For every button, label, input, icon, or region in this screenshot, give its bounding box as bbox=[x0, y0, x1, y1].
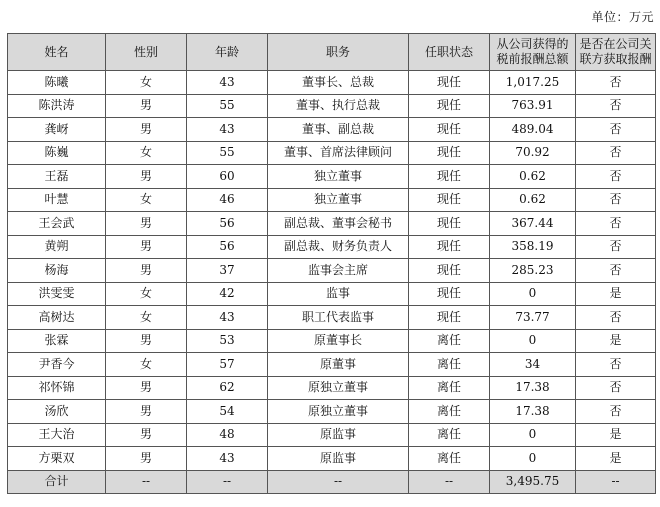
cell-gender: 男 bbox=[106, 118, 187, 142]
total-cell-status: -- bbox=[409, 470, 490, 494]
table-row bbox=[8, 282, 656, 306]
header-row bbox=[8, 34, 656, 71]
cell-gender: 男 bbox=[106, 259, 187, 283]
cell-status: 现任 bbox=[409, 212, 490, 236]
cell-status: 离任 bbox=[409, 376, 490, 400]
cell-pretax-pay: 367.44 bbox=[490, 212, 576, 236]
table-row bbox=[8, 329, 656, 353]
total-cell-gender: -- bbox=[106, 470, 187, 494]
cell-name: 龚岈 bbox=[8, 118, 106, 142]
cell-position: 董事、首席法律顾问 bbox=[268, 141, 409, 165]
total-cell-related-party-pay: -- bbox=[576, 470, 656, 494]
compensation-table bbox=[7, 33, 656, 494]
cell-pretax-pay: 0 bbox=[490, 282, 576, 306]
cell-age: 43 bbox=[187, 71, 268, 95]
header-status: 任职状态 bbox=[409, 34, 490, 71]
cell-position: 原董事 bbox=[268, 353, 409, 377]
cell-name: 黄朔 bbox=[8, 235, 106, 259]
cell-position: 独立董事 bbox=[268, 188, 409, 212]
header-name: 姓名 bbox=[8, 34, 106, 71]
cell-age: 56 bbox=[187, 235, 268, 259]
cell-gender: 女 bbox=[106, 282, 187, 306]
cell-gender: 女 bbox=[106, 71, 187, 95]
cell-pretax-pay: 0 bbox=[490, 447, 576, 471]
cell-name: 洪雯雯 bbox=[8, 282, 106, 306]
cell-position: 副总裁、财务负责人 bbox=[268, 235, 409, 259]
cell-related-party-pay: 否 bbox=[576, 353, 656, 377]
cell-name: 王大治 bbox=[8, 423, 106, 447]
cell-pretax-pay: 17.38 bbox=[490, 400, 576, 424]
cell-status: 离任 bbox=[409, 447, 490, 471]
cell-pretax-pay: 73.77 bbox=[490, 306, 576, 330]
cell-related-party-pay: 否 bbox=[576, 235, 656, 259]
cell-name: 陈曦 bbox=[8, 71, 106, 95]
cell-gender: 男 bbox=[106, 329, 187, 353]
cell-related-party-pay: 否 bbox=[576, 165, 656, 189]
cell-status: 现任 bbox=[409, 118, 490, 142]
header-gender: 性别 bbox=[106, 34, 187, 71]
cell-related-party-pay: 否 bbox=[576, 118, 656, 142]
cell-position: 副总裁、董事会秘书 bbox=[268, 212, 409, 236]
cell-position: 董事长、总裁 bbox=[268, 71, 409, 95]
cell-age: 46 bbox=[187, 188, 268, 212]
cell-age: 55 bbox=[187, 94, 268, 118]
cell-position: 独立董事 bbox=[268, 165, 409, 189]
cell-age: 60 bbox=[187, 165, 268, 189]
cell-name: 汤欣 bbox=[8, 400, 106, 424]
table-row bbox=[8, 165, 656, 189]
cell-related-party-pay: 否 bbox=[576, 141, 656, 165]
cell-position: 董事、执行总裁 bbox=[268, 94, 409, 118]
cell-gender: 女 bbox=[106, 141, 187, 165]
header-position: 职务 bbox=[268, 34, 409, 71]
cell-age: 43 bbox=[187, 447, 268, 471]
cell-age: 54 bbox=[187, 400, 268, 424]
table-row bbox=[8, 353, 656, 377]
cell-related-party-pay: 是 bbox=[576, 447, 656, 471]
cell-status: 现任 bbox=[409, 306, 490, 330]
cell-status: 现任 bbox=[409, 282, 490, 306]
cell-gender: 女 bbox=[106, 188, 187, 212]
table-row bbox=[8, 259, 656, 283]
cell-position: 原独立董事 bbox=[268, 400, 409, 424]
cell-pretax-pay: 0.62 bbox=[490, 188, 576, 212]
cell-pretax-pay: 1,017.25 bbox=[490, 71, 576, 95]
total-cell-age: -- bbox=[187, 470, 268, 494]
cell-status: 离任 bbox=[409, 423, 490, 447]
header-age: 年龄 bbox=[187, 34, 268, 71]
cell-status: 离任 bbox=[409, 353, 490, 377]
table-row bbox=[8, 94, 656, 118]
cell-gender: 男 bbox=[106, 165, 187, 189]
table-row bbox=[8, 188, 656, 212]
cell-pretax-pay: 489.04 bbox=[490, 118, 576, 142]
cell-pretax-pay: 0 bbox=[490, 329, 576, 353]
table-row bbox=[8, 447, 656, 471]
cell-pretax-pay: 17.38 bbox=[490, 376, 576, 400]
table-row bbox=[8, 71, 656, 95]
cell-name: 杨海 bbox=[8, 259, 106, 283]
cell-position: 董事、副总裁 bbox=[268, 118, 409, 142]
cell-name: 祁怀锦 bbox=[8, 376, 106, 400]
cell-related-party-pay: 是 bbox=[576, 282, 656, 306]
cell-gender: 男 bbox=[106, 94, 187, 118]
header-related-party-pay: 是否在公司关联方获取报酬 bbox=[576, 34, 656, 71]
cell-position: 原监事 bbox=[268, 423, 409, 447]
cell-pretax-pay: 70.92 bbox=[490, 141, 576, 165]
cell-pretax-pay: 285.23 bbox=[490, 259, 576, 283]
cell-age: 62 bbox=[187, 376, 268, 400]
cell-name: 尹香今 bbox=[8, 353, 106, 377]
total-cell-position: -- bbox=[268, 470, 409, 494]
cell-name: 方栗双 bbox=[8, 447, 106, 471]
cell-gender: 男 bbox=[106, 376, 187, 400]
cell-status: 离任 bbox=[409, 329, 490, 353]
table-row bbox=[8, 376, 656, 400]
unit-label: 单位：万元 bbox=[591, 10, 654, 24]
cell-related-party-pay: 否 bbox=[576, 188, 656, 212]
cell-position: 原监事 bbox=[268, 447, 409, 471]
cell-related-party-pay: 是 bbox=[576, 423, 656, 447]
cell-position: 监事 bbox=[268, 282, 409, 306]
total-cell-pretax-pay: 3,495.75 bbox=[490, 470, 576, 494]
cell-position: 监事会主席 bbox=[268, 259, 409, 283]
table-row bbox=[8, 141, 656, 165]
cell-position: 职工代表监事 bbox=[268, 306, 409, 330]
cell-name: 王磊 bbox=[8, 165, 106, 189]
table-row bbox=[8, 423, 656, 447]
cell-gender: 男 bbox=[106, 212, 187, 236]
cell-position: 原董事长 bbox=[268, 329, 409, 353]
cell-gender: 男 bbox=[106, 447, 187, 471]
cell-name: 高树达 bbox=[8, 306, 106, 330]
cell-name: 陈巍 bbox=[8, 141, 106, 165]
cell-age: 42 bbox=[187, 282, 268, 306]
cell-gender: 女 bbox=[106, 306, 187, 330]
cell-pretax-pay: 763.91 bbox=[490, 94, 576, 118]
cell-status: 现任 bbox=[409, 259, 490, 283]
cell-pretax-pay: 358.19 bbox=[490, 235, 576, 259]
cell-gender: 女 bbox=[106, 353, 187, 377]
cell-name: 陈洪涛 bbox=[8, 94, 106, 118]
cell-name: 张霖 bbox=[8, 329, 106, 353]
cell-related-party-pay: 否 bbox=[576, 94, 656, 118]
cell-related-party-pay: 否 bbox=[576, 259, 656, 283]
cell-related-party-pay: 否 bbox=[576, 400, 656, 424]
cell-status: 现任 bbox=[409, 141, 490, 165]
cell-status: 离任 bbox=[409, 400, 490, 424]
cell-status: 现任 bbox=[409, 165, 490, 189]
cell-name: 王会武 bbox=[8, 212, 106, 236]
cell-pretax-pay: 0.62 bbox=[490, 165, 576, 189]
cell-age: 37 bbox=[187, 259, 268, 283]
cell-related-party-pay: 否 bbox=[576, 306, 656, 330]
cell-age: 56 bbox=[187, 212, 268, 236]
cell-position: 原独立董事 bbox=[268, 376, 409, 400]
table-row bbox=[8, 235, 656, 259]
cell-related-party-pay: 否 bbox=[576, 376, 656, 400]
table-row bbox=[8, 118, 656, 142]
total-cell-name: 合计 bbox=[8, 470, 106, 494]
cell-pretax-pay: 34 bbox=[490, 353, 576, 377]
cell-status: 现任 bbox=[409, 235, 490, 259]
cell-age: 43 bbox=[187, 306, 268, 330]
cell-status: 现任 bbox=[409, 71, 490, 95]
cell-status: 现任 bbox=[409, 94, 490, 118]
cell-name: 叶慧 bbox=[8, 188, 106, 212]
cell-gender: 男 bbox=[106, 400, 187, 424]
cell-age: 48 bbox=[187, 423, 268, 447]
header-pretax-pay: 从公司获得的税前报酬总额 bbox=[490, 34, 576, 71]
cell-gender: 男 bbox=[106, 423, 187, 447]
cell-age: 55 bbox=[187, 141, 268, 165]
table-row bbox=[8, 400, 656, 424]
cell-age: 57 bbox=[187, 353, 268, 377]
cell-related-party-pay: 否 bbox=[576, 71, 656, 95]
cell-age: 53 bbox=[187, 329, 268, 353]
table-row bbox=[8, 306, 656, 330]
table-row bbox=[8, 212, 656, 236]
cell-related-party-pay: 否 bbox=[576, 212, 656, 236]
total-row bbox=[8, 470, 656, 494]
cell-related-party-pay: 是 bbox=[576, 329, 656, 353]
cell-age: 43 bbox=[187, 118, 268, 142]
cell-status: 现任 bbox=[409, 188, 490, 212]
cell-gender: 男 bbox=[106, 235, 187, 259]
cell-pretax-pay: 0 bbox=[490, 423, 576, 447]
